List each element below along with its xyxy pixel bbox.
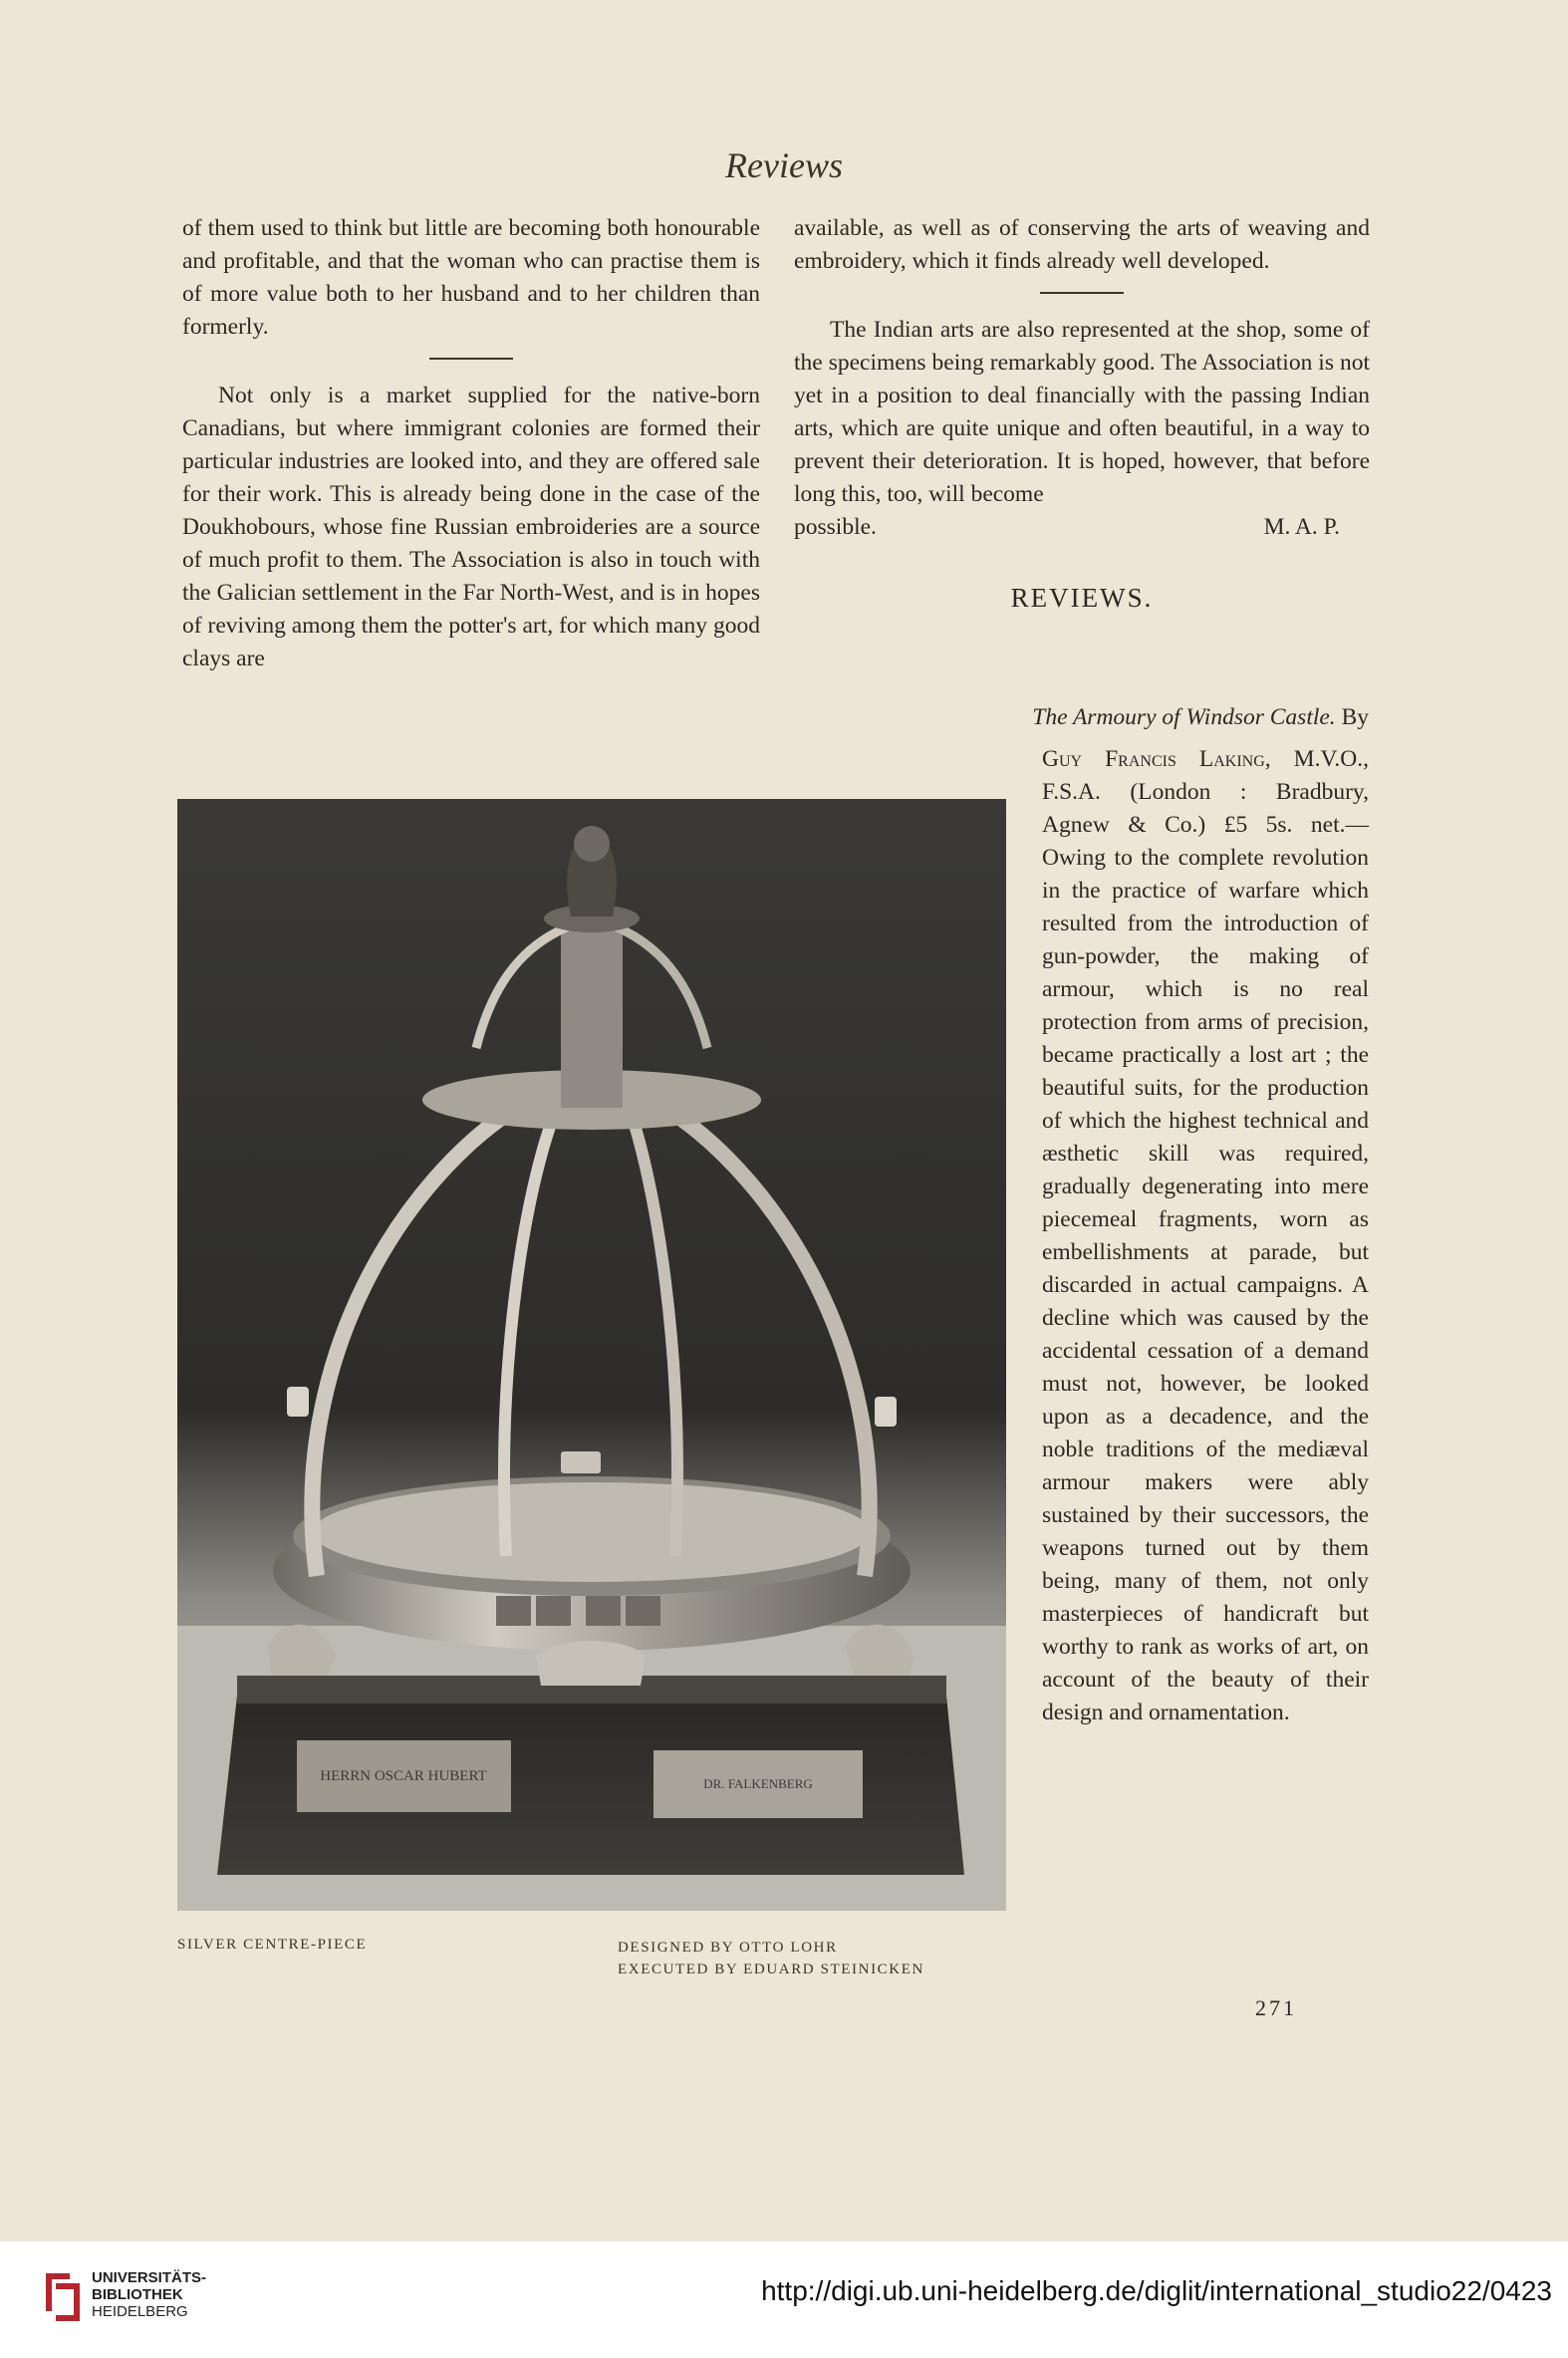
review-body: —Owing to the complete revolution in the practice of warfare which resulted from the introduction of gun-powder, the making of armour, which is no real protection from arms of precision, became practically a lost art ; the beautiful suits, for the production of which the highest technical and æsthetic skill was required, gradually degenerating into mere piecemeal fragments, worn as embellishments at parade, but discarded in actual campaigns. A decline which was caused by the accidental cessation of a demand must not, however, be looked upon as a decadence, and the noble traditions of the mediæval armour makers were ably sustained by their successors, the weapons turned out by them being, many of them, not only masterpieces of handicraft but worthy to rank as works of art, on account of the beauty of their design and ornamentation. [1042, 812, 1369, 1725]
footer-bar [0, 2241, 1568, 2358]
centre-piece-photograph [177, 799, 1006, 1911]
review-column [1042, 743, 1369, 1729]
left-column [182, 212, 760, 675]
review-by: By [1341, 704, 1369, 730]
right-paragraph-2-end: possible. [794, 514, 877, 540]
page-number: 271 [1255, 1995, 1297, 2020]
right-column [794, 212, 1370, 627]
review-author: Guy Francis Laking, M.V.O., F.S.A. [1042, 746, 1369, 805]
plaque-left-text: HERRN OSCAR HUBERT [320, 1768, 487, 1784]
review-heading [825, 701, 1369, 734]
signature: M. A. P. [1263, 514, 1340, 540]
left-paragraph-2: Not only is a market supplied for the native-born Canadians, but where immigrant colonies are formed their particular industries are looked into, and they are offered sale for their work. This is already being done in the case of the Doukhobours, whose fine Russian embroideries are a source of much profit to them. The Association is also in touch with the Galician settlement in the Far North-West, and is in hopes of reviving among them the potter's art, for which many good clays are [182, 383, 760, 671]
figure-caption-right [618, 1937, 924, 1980]
library-line-3: HEIDELBERG [92, 2303, 188, 2320]
figure-caption-left: SILVER CENTRE-PIECE [177, 1937, 368, 1953]
section-rule [1040, 292, 1124, 294]
centre-piece-illustration [177, 799, 1006, 1911]
running-head: Reviews [725, 145, 843, 185]
left-paragraph-1: of them used to think but little are becoming both honourable and profitable, and that the woman who can practise them is of more value both to her husband and to her children than formerly. [182, 215, 760, 340]
review-book-title: The Armoury of Windsor Castle. [1032, 704, 1336, 730]
library-line-2: BIBLIOTHEK [92, 2286, 183, 2303]
library-line-1: UNIVERSITÄTS- [92, 2269, 207, 2286]
review-publisher: (London : Bradbury, Agnew & Co.) £5 5s. net. [1042, 779, 1369, 838]
right-paragraph-2: The Indian arts are also represented at the shop, some of the specimens being remarkably good. The Association is not yet in a position to deal financially with the passing Indian arts, which are quite unique and often beautiful, in a way to prevent their deterioration. It is hoped, however, that before long this, too, will become [794, 317, 1370, 507]
library-name [92, 2269, 206, 2320]
source-url-link[interactable]: http://digi.ub.uni-heidelberg.de/diglit/international_studio22/0423 [761, 2275, 1552, 2306]
caption-designer: DESIGNED BY OTTO LOHR [618, 1940, 838, 1956]
section-rule [429, 358, 513, 360]
signature-line [794, 511, 1370, 544]
library-logo-icon [40, 2265, 86, 2325]
section-title: REVIEWS. [1010, 583, 1154, 613]
caption-executor: EXECUTED BY EDUARD STEINICKEN [618, 1962, 924, 1977]
plaque-right-text: DR. FALKENBERG [703, 1776, 813, 1791]
right-paragraph-1: available, as well as of conserving the arts of weaving and embroidery, which it finds already well developed. [794, 215, 1370, 274]
